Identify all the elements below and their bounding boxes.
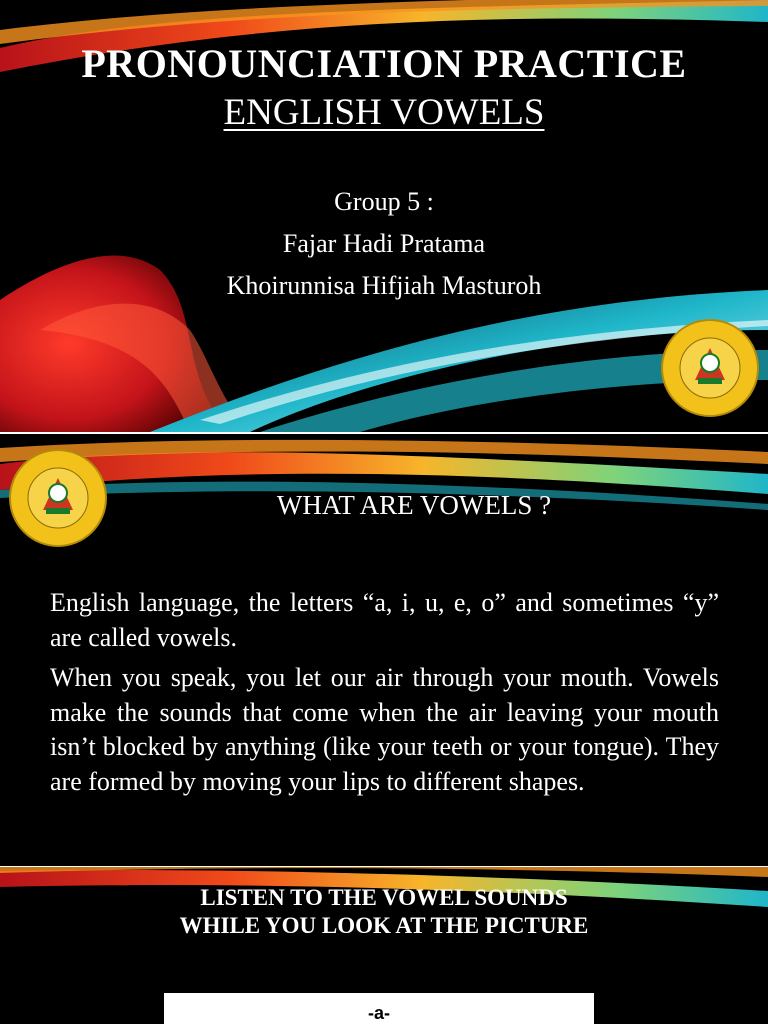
- vowel-label: -a-: [368, 1003, 390, 1023]
- member-name: Khoirunnisa Hifjiah Masturoh: [226, 271, 542, 300]
- section-heading: WHAT ARE VOWELS ?: [276, 490, 552, 520]
- group-info: [0, 181, 768, 307]
- university-logo: [660, 318, 760, 418]
- paragraph: English language, the letters “a, i, u, e, o” and sometimes “y” are called vowels.: [50, 588, 719, 652]
- slide-title: [0, 0, 768, 432]
- slide-what-are-vowels: [0, 434, 768, 866]
- paragraph: When you speak, you let our air through your mouth. Vowels make the sounds that come when the air leaving your mouth isn’t blocked by anything (like your teeth or your tongue). They are formed by moving your lips to different shapes.: [50, 663, 719, 796]
- presentation-title: PRONOUNCIATION PRACTICE: [81, 41, 687, 86]
- section-body: [50, 586, 719, 805]
- section-heading: [0, 884, 768, 940]
- heading-line: LISTEN TO THE VOWEL SOUNDS: [200, 885, 568, 910]
- heading-line: WHILE YOU LOOK AT THE PICTURE: [179, 913, 589, 938]
- group-label: Group 5 :: [334, 187, 434, 216]
- slide-listen: [0, 867, 768, 1024]
- presentation-subtitle: ENGLISH VOWELS: [223, 92, 545, 133]
- vowel-card: [164, 993, 594, 1024]
- member-name: Fajar Hadi Pratama: [282, 229, 486, 258]
